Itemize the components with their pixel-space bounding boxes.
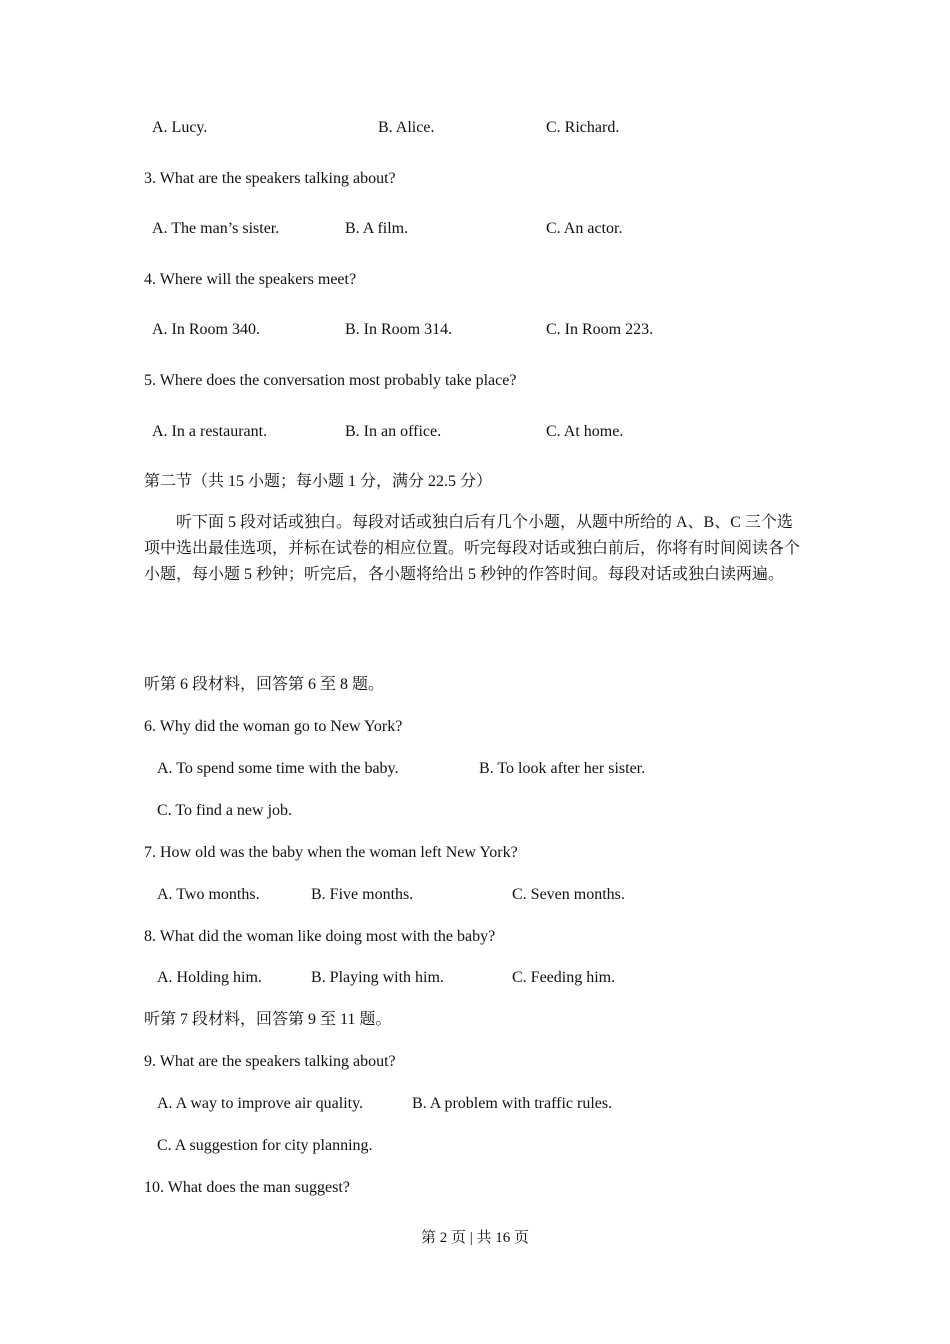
q5-option-c: C. At home. <box>546 423 624 440</box>
q3-option-c: C. An actor. <box>546 220 623 237</box>
q10-question: 10. What does the man suggest? <box>144 1179 350 1196</box>
q4-question: 4. Where will the speakers meet? <box>144 271 357 288</box>
q6-option-a: A. To spend some time with the baby. <box>157 760 399 777</box>
q9-option-c: C. A suggestion for city planning. <box>157 1137 373 1154</box>
section2-instructions: 听下面 5 段对话或独白。每段对话或独白后有几个小题，从题中所给的 A、B、C 三个选项中选出最佳选项，并标在试卷的相应位置。听完每段对话或独白前后，你将有时间阅读各个小题，每小题 5 秒钟；听完后，各小题将给出 5 秒钟的作答时间。每段对话或独白读两遍。 <box>144 514 801 583</box>
q4-option-b: B. In Room 314. <box>345 321 453 338</box>
q7-option-b: B. Five months. <box>311 886 414 903</box>
q4-option-a: A. In Room 340. <box>152 321 260 338</box>
section2-heading: 第二节（共 15 小题；每小题 1 分，满分 22.5 分） <box>144 473 493 490</box>
q7-option-a: A. Two months. <box>157 886 260 903</box>
passage7-label: 听第 7 段材料，回答第 9 至 11 题。 <box>144 1011 392 1028</box>
q9-question: 9. What are the speakers talking about? <box>144 1053 396 1070</box>
page-footer: 第 2 页 | 共 16 页 <box>420 1230 529 1246</box>
q2-option-a: A. Lucy. <box>152 119 208 136</box>
q8-question: 8. What did the woman like doing most with the baby? <box>144 928 496 945</box>
q3-option-b: B. A film. <box>345 220 409 237</box>
q8-option-c: C. Feeding him. <box>512 969 616 986</box>
q3-question: 3. What are the speakers talking about? <box>144 170 396 187</box>
q5-question: 5. Where does the conversation most probably take place? <box>144 372 517 389</box>
q9-option-b: B. A problem with traffic rules. <box>412 1095 613 1112</box>
q5-option-a: A. In a restaurant. <box>152 423 268 440</box>
q7-question: 7. How old was the baby when the woman left New York? <box>144 844 518 861</box>
q2-option-c: C. Richard. <box>546 119 620 136</box>
q8-option-a: A. Holding him. <box>157 969 262 986</box>
q3-option-a: A. The man’s sister. <box>152 220 280 237</box>
q6-option-b: B. To look after her sister. <box>479 760 646 777</box>
q5-option-b: B. In an office. <box>345 423 442 440</box>
passage6-label: 听第 6 段材料，回答第 6 至 8 题。 <box>144 676 385 693</box>
q7-option-c: C. Seven months. <box>512 886 625 903</box>
q6-option-c: C. To find a new job. <box>157 802 293 819</box>
q9-option-a: A. A way to improve air quality. <box>157 1095 364 1112</box>
q2-option-b: B. Alice. <box>378 119 435 136</box>
q8-option-b: B. Playing with him. <box>311 969 444 986</box>
q6-question: 6. Why did the woman go to New York? <box>144 718 403 735</box>
q4-option-c: C. In Room 223. <box>546 321 654 338</box>
